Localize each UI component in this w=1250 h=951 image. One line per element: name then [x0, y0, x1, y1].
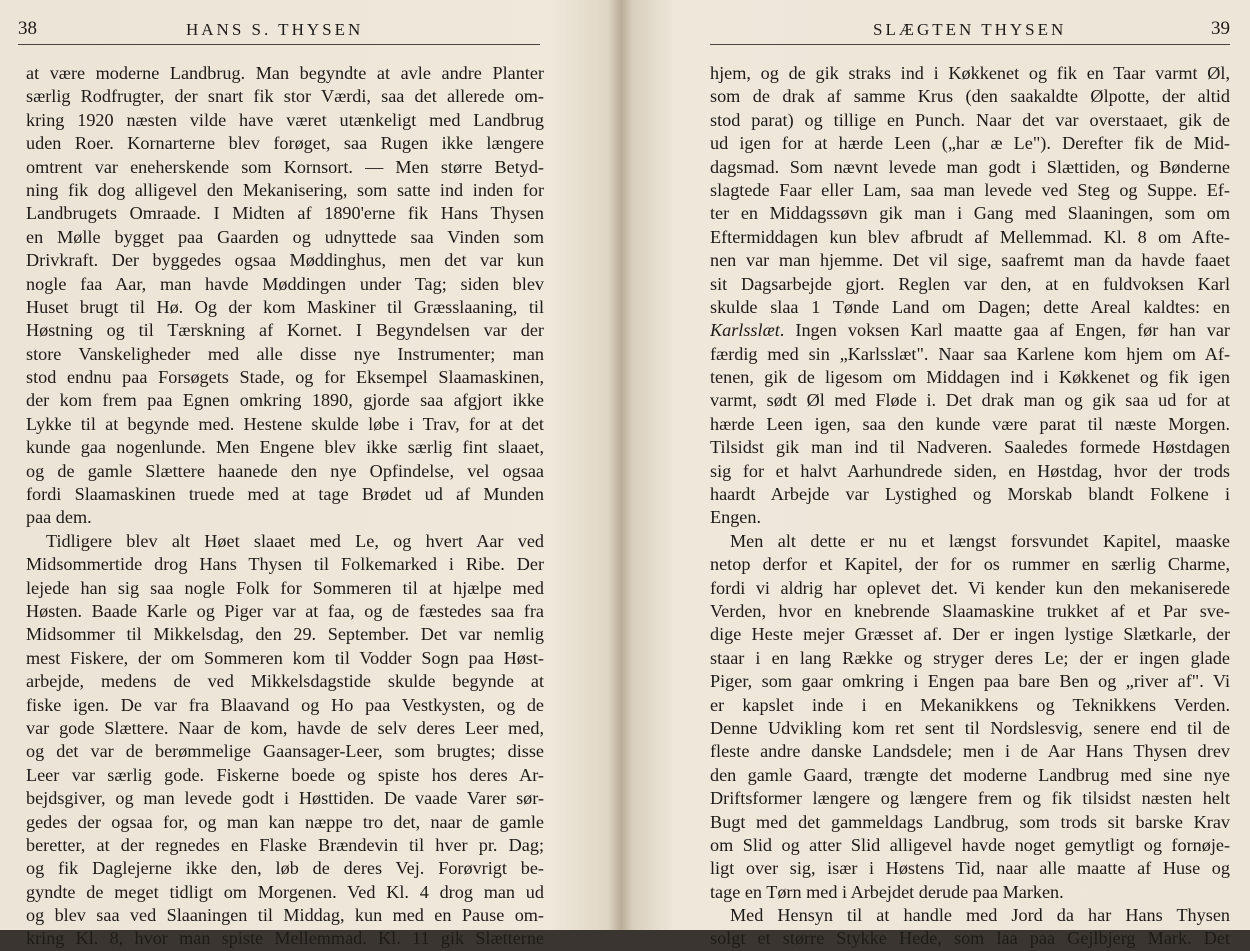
text-line: varmt, sødt Øl med Fløde i. Det drak man og gik saa ud for at: [710, 390, 1230, 411]
text-line: og fik Daglejerne ikke den, løb de deres Vej. Forøvrigt be-: [26, 858, 544, 879]
text-line: Tilsidst gik man ind til Nadveren. Saaledes formede Høstdagen: [710, 437, 1230, 458]
text-line: tenen, gik de ligesom om Middagen ind i Køkkenet og fik igen: [710, 367, 1230, 388]
text-line: og de gamle Slættere haanede den nye Opfindelse, vel ogsaa: [26, 460, 544, 481]
text-line: som de drak af samme Krus (den saakaldte Ølpotte, der altid: [710, 86, 1230, 107]
text-line: staar i en lang Række og stryger deres Le; der er ingen glade: [710, 647, 1230, 668]
text-line: fordi Slaamaskinen truede med at tage Brødet ud af Munden: [26, 484, 544, 505]
text-line: stod endnu paa Forsøgets Stade, og for Eksempel Slaamaskinen,: [26, 367, 544, 388]
text-line: ud igen for at hærde Leen („har æ Le"). Derefter fik de Mid-: [710, 133, 1230, 154]
text-line: stod parat) og tillige en Punch. Naar det var overstaaet, gik de: [710, 109, 1230, 130]
text-line: fordi vi aldrig har oplevet det. Vi kender kun den mekaniserede: [710, 577, 1230, 598]
text-line: Med Hensyn til at handle med Jord da har Hans Thysen: [730, 905, 1230, 926]
text-line: Midsommer til Mikkelsdag, den 29. September. Det var nemlig: [26, 624, 544, 645]
text-line: uden Roer. Kornarterne blev forøget, saa Rugen ikke længere: [26, 133, 544, 154]
text-line: Huset brugt til Hø. Og der kom Maskiner til Græsslaaning, til: [26, 296, 544, 317]
right-page-header: [710, 18, 1230, 46]
text-line: Landbrugets Omraade. I Midten af 1890'erne fik Hans Thysen: [26, 203, 544, 224]
text-line: paa dem.: [26, 507, 92, 528]
text-line: ter en Middagssøvn gik man i Gang med Slaaningen, som om: [710, 203, 1230, 224]
text-line: tage en Tørn med i Arbejdet derude paa Marken.: [710, 881, 1064, 902]
text-line: sig for et halvt Aarhundrede siden, en Høstdag, hvor der trods: [710, 460, 1230, 481]
text-line: ligt over sig, især i Høstens Tid, naar alle maatte af Huse og: [710, 858, 1230, 879]
text-line: kring 1920 næsten vilde have været utænkeligt med Landbrug: [26, 109, 544, 130]
right-page-number: 39: [1211, 18, 1230, 39]
text-line: Denne Udvikling kom ret sent til Nordslesvig, senere end til de: [710, 717, 1230, 738]
text-line: kunde gaa nogenlunde. Men Engene blev ikke særlig fint slaaet,: [26, 437, 544, 458]
left-header-rule: [18, 44, 540, 45]
text-line: sit Dagsarbejde gjort. Reglen var den, at en fuldvoksen Karl: [710, 273, 1230, 294]
text-line: Driftsformer længere og længere frem og fik tilsidst næsten helt: [710, 788, 1230, 809]
left-page-header: [18, 18, 548, 46]
text-line: kring Kl. 8, hvor man spiste Mellemmad. Kl. 11 gik Slætterne: [26, 928, 544, 949]
text-line: er kapslet inde i en Mekanikkens og Teknikkens Verden.: [710, 694, 1230, 715]
text-line: Men alt dette er nu et længst forsvundet Kapitel, maaske: [730, 530, 1230, 551]
text-line: den gamle Gaard, trængte det moderne Landbrug med sine nye: [710, 764, 1230, 785]
text-line: bejdsgiver, og man levede godt i Høsttiden. De vaade Varer sør-: [26, 788, 544, 809]
text-line: Bugt med det gammeldags Landbrug, som trods sit barske Krav: [710, 811, 1230, 832]
text-line: at være moderne Landbrug. Man begyndte at avle andre Planter: [26, 63, 544, 83]
text-line: og det var de berømmelige Gaansager-Leer, som brugtes; disse: [26, 741, 544, 762]
text-line: gyndte de meget tidligt om Morgenen. Ved Kl. 4 drog man ud: [26, 881, 544, 902]
text-line: solgt et større Stykke Hede, som laa paa Gejlbjerg Mark. Det: [710, 928, 1230, 949]
text-line: en Mølle bygget paa Gaarden og udnyttede saa Vinden som: [26, 226, 544, 247]
text-line: Eftermiddagen kun blev afbrudt af Mellemmad. Kl. 8 om Afte-: [710, 226, 1230, 247]
text-line: dagsmad. Som nævnt levede man godt i Slættiden, og Bønderne: [710, 156, 1230, 177]
left-running-head: HANS S. THYSEN: [186, 20, 364, 39]
left-page: [0, 0, 620, 949]
text-line: omtrent var eneherskende som Kornsort. — Men større Betyd-: [26, 156, 544, 177]
text-line: Piger, som gaar omkring i Engen paa bare Ben og „river af". Vi: [710, 671, 1230, 692]
text-line: hjem, og de gik straks ind i Køkkenet og fik en Taar varmt Øl,: [710, 63, 1230, 83]
text-line: skulde slaa 1 Tønde Land om Dagen; dette Areal kaldtes: en: [710, 296, 1230, 317]
text-line: nen var man hjemme. Det vil sige, saafremt man da havde faaet: [710, 250, 1230, 271]
text-line: nogle faa Aar, man havde Møddingen under Tag; siden blev: [26, 273, 544, 294]
text-line: Verden, hvor en knebrende Slaamaskine trukket af et Par sve-: [710, 600, 1230, 621]
text-line: om Slid og atter Slid alligevel havde noget gemytligt og fornøje-: [710, 834, 1230, 855]
text-line: særlig Rodfrugter, der snart fik stor Værdi, saa det allerede om-: [26, 86, 544, 107]
left-page-number: 38: [18, 18, 37, 39]
text-line: ning fik dog alligevel den Mekanisering, som satte ind inden for: [26, 179, 544, 200]
text-line: arbejde, medens de ved Mikkelsdagstide skulde begynde at: [26, 671, 544, 692]
text-line: haardt Arbejde var Lystighed og Morskab blandt Folkene i: [710, 484, 1230, 505]
text-line: Engen.: [710, 507, 762, 528]
text-line: Karlsslæt. Ingen voksen Karl maatte gaa af Engen, før han var: [710, 320, 1230, 341]
text-line: beretter, at der regnedes en Flaske Brændevin til hver pr. Dag;: [26, 834, 544, 855]
text-line: der kom frem paa Egnen omkring 1890, gjorde saa afgjort ikke: [26, 390, 544, 411]
text-line: fiske igen. De var fra Blaavand og Ho paa Vestkysten, og de: [26, 694, 544, 715]
text-line: fleste andre danske Landsdele; men i de Aar Hans Thysen drev: [710, 741, 1230, 762]
right-running-head: SLÆGTEN THYSEN: [873, 20, 1067, 39]
text-line: slagtede Faar eller Lam, saa man levede ved Steg og Suppe. Ef-: [710, 179, 1230, 200]
right-page-body: [710, 62, 1230, 951]
text-line: store Vanskeligheder med alle disse nye Instrumenter; man: [26, 343, 544, 364]
text-line: var gode Slættere. Naar de kom, havde de selv deres Leer med,: [26, 717, 544, 738]
text-line: mest Fiskere, der om Sommeren kom til Vodder Sogn paa Høst-: [26, 647, 544, 668]
text-line: Lykke til at begynde med. Hestene skulde løbe i Trav, for at det: [26, 413, 544, 434]
text-line: og blev saa ved Slaaningen til Middag, kun med en Pause om-: [26, 905, 544, 926]
text-line: Midsommertide drog Hans Thysen til Folkemarked i Ribe. Der: [26, 554, 544, 575]
text-line: Høstning og til Tærskning af Kornet. I Begyndelsen var der: [26, 320, 544, 341]
right-header-rule: [710, 44, 1230, 45]
text-line: netop derfor et Kapitel, der for os rummer en særlig Charme,: [710, 554, 1230, 575]
left-page-body: [26, 62, 544, 951]
text-line: lejede han sig saa nogle Folk for Sommeren til at hjælpe med: [26, 577, 544, 598]
text-line: Drivkraft. Der byggedes ogsaa Møddinghus, men det var kun: [26, 250, 544, 271]
text-line: dige Heste mejer Græsset af. Der er ingen lystige Slætkarle, der: [710, 624, 1230, 645]
text-line: Tidligere blev alt Høet slaaet med Le, og hvert Aar ved: [46, 530, 544, 551]
text-line: færdig med sin „Karlsslæt". Naar saa Karlene kom hjem om Af-: [710, 343, 1230, 364]
text-line: Høsten. Baade Karle og Piger var at faa, og de fæstedes saa fra: [26, 600, 544, 621]
text-line: Leer var særlig gode. Fiskerne boede og spiste hos deres Ar-: [26, 764, 544, 785]
text-line: gedes der ogsaa for, og man kan næppe tro det, naar de gamle: [26, 811, 544, 832]
right-page: [625, 0, 1250, 949]
text-line: hærde Leen igen, saa den kunde være parat til næste Morgen.: [710, 413, 1230, 434]
